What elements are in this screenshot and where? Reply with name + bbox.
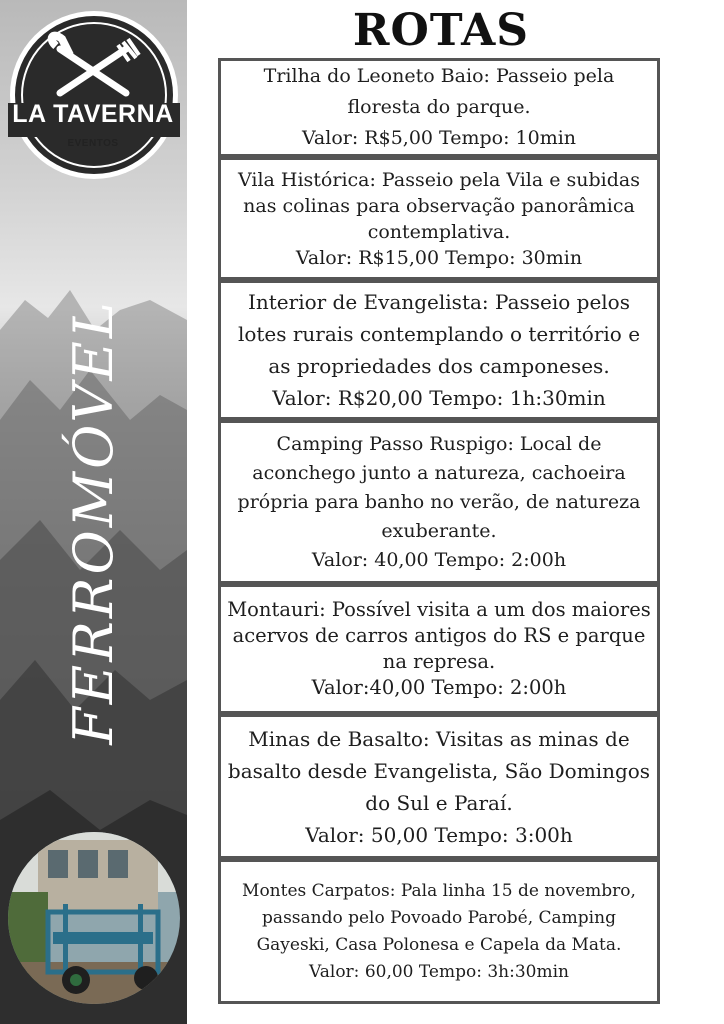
route-card	[218, 859, 660, 1004]
route-description: Camping Passo Ruspigo: Local de aconchego junto a natureza, cachoeira própria para banho no verão, de natureza exuberante.	[237, 432, 641, 542]
route-price-time: Valor: 40,00 Tempo: 2:00h	[311, 548, 567, 571]
vertical-title: FERROMÓVEL	[62, 299, 125, 745]
page-title: ROTAS	[352, 5, 530, 56]
route-price-time: Valor: 60,00 Tempo: 3h:30min	[309, 961, 569, 982]
la-taverna-logo	[8, 9, 180, 181]
route-card	[218, 280, 660, 420]
logo-subtitle: EVENTOS	[67, 138, 119, 149]
sidebar-banner	[0, 0, 187, 1024]
route-description: Montauri: Possível visita a um dos maiores acervos de carros antigos do RS e parque na represa.	[227, 598, 651, 673]
route-description: Minas de Basalto: Visitas as minas de basalto desde Evangelista, São Domingos do Sul e Paraí.	[227, 726, 651, 815]
route-card	[218, 420, 660, 584]
route-description: Trilha do Leoneto Baio: Passeio pela floresta do parque.	[263, 65, 615, 118]
route-card	[218, 157, 660, 280]
route-price-time: Valor: 50,00 Tempo: 3:00h	[305, 822, 573, 847]
route-card	[218, 58, 660, 157]
route-price-time: Valor: R$5,00 Tempo: 10min	[301, 127, 577, 149]
logo-name: LA TAVERNA	[12, 100, 174, 128]
route-price-time: Valor:40,00 Tempo: 2:00h	[311, 676, 567, 699]
route-description: Vila Histórica: Passeio pela Vila e subidas nas colinas para observação panorâmica contemplativa.	[237, 168, 640, 243]
route-description: Interior de Evangelista: Passeio pelos lotes rurais contemplando o território e as propriedades dos camponeses.	[237, 290, 641, 378]
route-card	[218, 714, 660, 859]
route-description: Montes Carpatos: Pala linha 15 de novembro, passando pelo Povoado Parobé, Camping Gayeski, Casa Polonesa e Capela da Mata.	[242, 880, 636, 955]
ferromovel-vehicle-photo	[8, 832, 180, 1004]
route-price-time: Valor: R$15,00 Tempo: 30min	[295, 246, 583, 269]
route-price-time: Valor: R$20,00 Tempo: 1h:30min	[272, 386, 606, 410]
route-card	[218, 584, 660, 714]
